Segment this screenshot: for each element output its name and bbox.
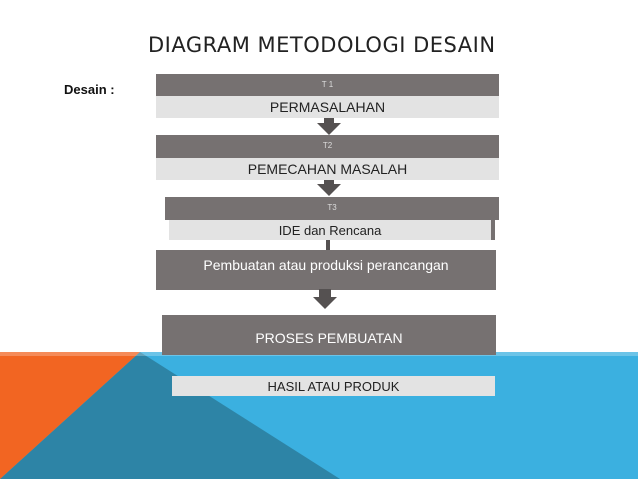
arrow-down-icon (317, 180, 341, 196)
process-label: PROSES PEMBUATAN (255, 330, 403, 346)
step-2-tag: T2 (322, 141, 333, 150)
result-label: HASIL ATAU PRODUK (267, 378, 400, 394)
step-1-header-bar (156, 74, 499, 96)
step-2-label-bar (156, 158, 499, 180)
side-label: Desain : (64, 82, 115, 97)
arrow-down-icon (317, 118, 341, 135)
step-2-label: PEMECAHAN MASALAH (247, 161, 408, 177)
step-2-header-bar (156, 135, 499, 158)
process-bar (162, 315, 496, 355)
step-3-label-bar (165, 220, 495, 240)
step-1-label-bar (156, 96, 499, 118)
step-1-label: PERMASALAHAN (269, 99, 386, 115)
step-3-tag: T3 (327, 203, 337, 212)
step-3-header-bar (165, 197, 499, 220)
arrow-down-icon (313, 289, 337, 309)
production-label: Pembuatan atau produksi perancangan (203, 257, 449, 273)
result-bar (172, 376, 495, 396)
production-bar (156, 250, 496, 290)
step-3-label: IDE dan Rencana (278, 222, 382, 238)
diagram-title: DIAGRAM METODOLOGI DESAIN (148, 33, 496, 57)
step-1-tag: T 1 (321, 80, 334, 89)
